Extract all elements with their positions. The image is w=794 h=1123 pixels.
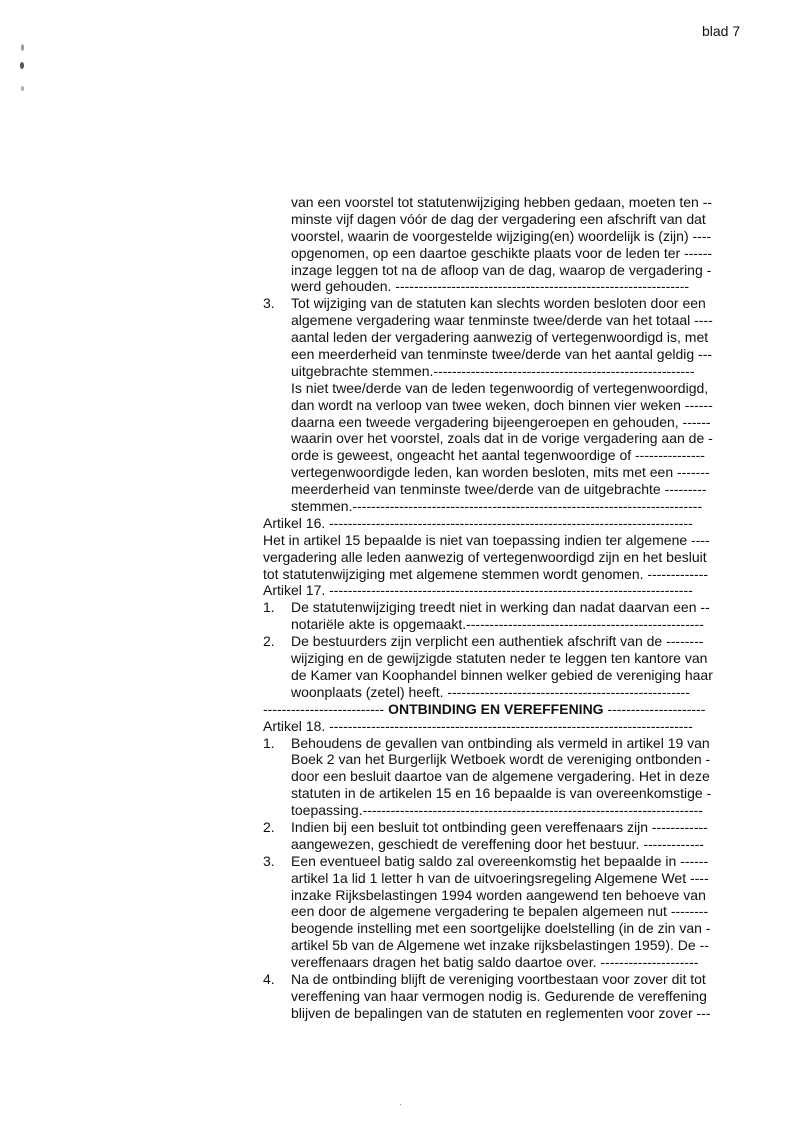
line-text: opgenomen, op een daartoe geschikte plaats voor de leden ter ------ [291, 244, 713, 261]
line-text: orde is geweest, ongeacht het aantal tegenwoordige of --------------- [291, 447, 705, 464]
line-text: inzake Rijksbelastingen 1994 worden aangewend ten behoeve van [291, 886, 706, 903]
line-text: vergadering alle leden aanwezig of vertegenwoordigd zijn en het besluit [263, 548, 707, 565]
line-text: vereffening van haar vermogen nodig is. Gedurende de vereffening [291, 987, 707, 1004]
text-line [263, 684, 739, 701]
document-body [263, 194, 739, 1022]
text-line [263, 785, 739, 802]
text-line [263, 245, 739, 262]
item-number: 3. [263, 295, 275, 312]
text-line [263, 887, 739, 904]
item-number: 3. [263, 852, 275, 869]
heading-text: ONTBINDING EN VEREFFENING [388, 700, 604, 717]
line-text: Het in artikel 15 bepaalde is niet van toepassing indien ter algemene ---- [263, 531, 710, 548]
line-text: statuten in de artikelen 15 en 16 bepaalde is van overeenkomstige - [291, 785, 712, 802]
line-text: blijven de bepalingen van de statuten en reglementen voor zover --- [291, 1004, 711, 1021]
text-line [263, 397, 739, 414]
text-line [263, 194, 739, 211]
text-line [263, 566, 739, 583]
item-number: 2. [263, 818, 275, 835]
line-text: uitgebrachte stemmen.-------------------------------------------------------- [291, 362, 695, 379]
line-text: Indien bij een besluit tot ontbinding geen vereffenaars zijn ------------ [291, 818, 708, 835]
text-line [263, 667, 739, 684]
item-number: 1. [263, 734, 275, 751]
line-text: Na de ontbinding blijft de vereniging voortbestaan voor zover dit tot [291, 970, 706, 987]
text-line [263, 836, 739, 853]
text-line [263, 380, 739, 397]
text-line [263, 295, 739, 312]
line-text: notariële akte is opgemaakt.--------------------------------------------------- [291, 616, 704, 633]
line-text: Artikel 18. ------------------------------------------------------------------------------ [263, 717, 693, 734]
line-text: meerderheid van tenminste twee/derde van de uitgebrachte --------- [291, 481, 707, 498]
text-line [263, 650, 739, 667]
text-line [263, 329, 739, 346]
text-line [263, 498, 739, 515]
line-text: werd gehouden. --------------------------------------------------------------- [291, 278, 690, 295]
heading-dashes: --------------------- [603, 700, 706, 717]
line-text: Artikel 16. ------------------------------------------------------------------------------ [263, 514, 693, 531]
line-text: wijziging en de gewijzigde statuten neder te leggen ten kantore van [291, 650, 708, 667]
scan-dot [400, 1104, 401, 1105]
line-text: Tot wijziging van de statuten kan slechts worden besloten door een [291, 295, 706, 312]
line-text: aangewezen, geschiedt de vereffening door het bestuur. ------------- [291, 835, 704, 852]
text-line [263, 988, 739, 1005]
text-line [263, 718, 739, 735]
line-text: minste vijf dagen vóór de dag der vergadering een afschrift van dat [291, 210, 706, 227]
section-heading [263, 701, 739, 718]
text-line [263, 853, 739, 870]
text-line [263, 430, 739, 447]
line-text: Een eventueel batig saldo zal overeenkomstig het bepaalde in ------ [291, 852, 709, 869]
text-line [263, 549, 739, 566]
line-text: artikel 1a lid 1 letter h van de uitvoeringsregeling Algemene Wet ---- [291, 869, 709, 886]
text-line [263, 802, 739, 819]
line-text: vertegenwoordigde leden, kan worden besloten, mits met een ------- [291, 464, 710, 481]
line-text: de Kamer van Koophandel binnen welker gebied de vereniging haar [291, 666, 713, 683]
text-line [263, 920, 739, 937]
page-number: blad 7 [702, 23, 741, 39]
line-text: De bestuurders zijn verplicht een authentiek afschrift van de -------- [291, 633, 704, 650]
text-line [263, 228, 739, 245]
item-number: 1. [263, 599, 275, 616]
text-line [263, 971, 739, 988]
line-text: De statutenwijziging treedt niet in werking dan nadat daarvan een -- [291, 599, 710, 616]
text-line [263, 363, 739, 380]
text-line [263, 481, 739, 498]
line-text: Boek 2 van het Burgerlijk Wetboek wordt de vereniging ontbonden - [291, 751, 711, 768]
line-text: daarna een tweede vergadering bijeengeroepen en gehouden, ------ [291, 413, 711, 430]
text-line [263, 346, 739, 363]
text-line [263, 582, 739, 599]
line-text: voorstel, waarin de voorgestelde wijziging(en) woordelijk is (zijn) ---- [291, 227, 712, 244]
text-line [263, 768, 739, 785]
line-text: van een voorstel tot statutenwijziging hebben gedaan, moeten ten -- [291, 194, 713, 210]
text-line [263, 1005, 739, 1022]
line-text: een door de algemene vergadering te bepalen algemeen nut -------- [291, 903, 709, 920]
text-line [263, 262, 739, 279]
item-number: 2. [263, 633, 275, 650]
line-text: waarin over het voorstel, zoals dat in de vorige vergadering aan de - [291, 430, 713, 447]
text-line [263, 278, 739, 295]
line-text: artikel 5b van de Algemene wet inzake rijksbelastingen 1959). De -- [291, 937, 709, 954]
text-line [263, 616, 739, 633]
text-line [263, 464, 739, 481]
line-text: inzage leggen tot na de afloop van de dag, waarop de vergadering - [291, 261, 712, 278]
text-line [263, 903, 739, 920]
text-line [263, 515, 739, 532]
line-text: beogende instelling met een soortgelijke doelstelling (in de zin van - [291, 920, 711, 937]
text-line [263, 735, 739, 752]
line-text: dan wordt na verloop van twee weken, doch binnen vier weken ------ [291, 396, 713, 413]
heading-dashes: -------------------------- [263, 700, 389, 717]
text-line [263, 819, 739, 836]
line-text: toepassing.------------------------------------------------------------------------- [291, 802, 703, 819]
text-line [263, 312, 739, 329]
text-line [263, 937, 739, 954]
text-line [263, 414, 739, 431]
text-line [263, 633, 739, 650]
line-text: woonplaats (zetel) heeft. ---------------------------------------------------- [291, 683, 690, 700]
line-text: Is niet twee/derde van de leden tegenwoordig of vertegenwoordigd, [291, 379, 709, 396]
line-text: algemene vergadering waar tenminste twee/derde van het totaal ---- [291, 312, 713, 329]
text-line [263, 532, 739, 549]
text-line [263, 751, 739, 768]
line-text: Artikel 17. ------------------------------------------------------------------------------ [263, 582, 693, 599]
line-text: tot statutenwijziging met algemene stemmen wordt genomen. ------------- [263, 565, 709, 582]
line-text: Behoudens de gevallen van ontbinding als vermeld in artikel 19 van [291, 734, 710, 751]
line-text: aantal leden der vergadering aanwezig of vertegenwoordigd is, met [291, 329, 709, 346]
text-line [263, 870, 739, 887]
text-line [263, 954, 739, 971]
line-text: vereffenaars dragen het batig saldo daartoe over. --------------------- [291, 954, 699, 971]
text-line [263, 211, 739, 228]
text-line [263, 599, 739, 616]
line-text: door een besluit daartoe van de algemene vergadering. Het in deze [291, 768, 710, 785]
line-text: stemmen.--------------------------------------------------------------------------- [291, 498, 703, 515]
line-text: een meerderheid van tenminste twee/derde van het aantal geldig --- [291, 346, 713, 363]
item-number: 4. [263, 970, 275, 987]
text-line [263, 447, 739, 464]
